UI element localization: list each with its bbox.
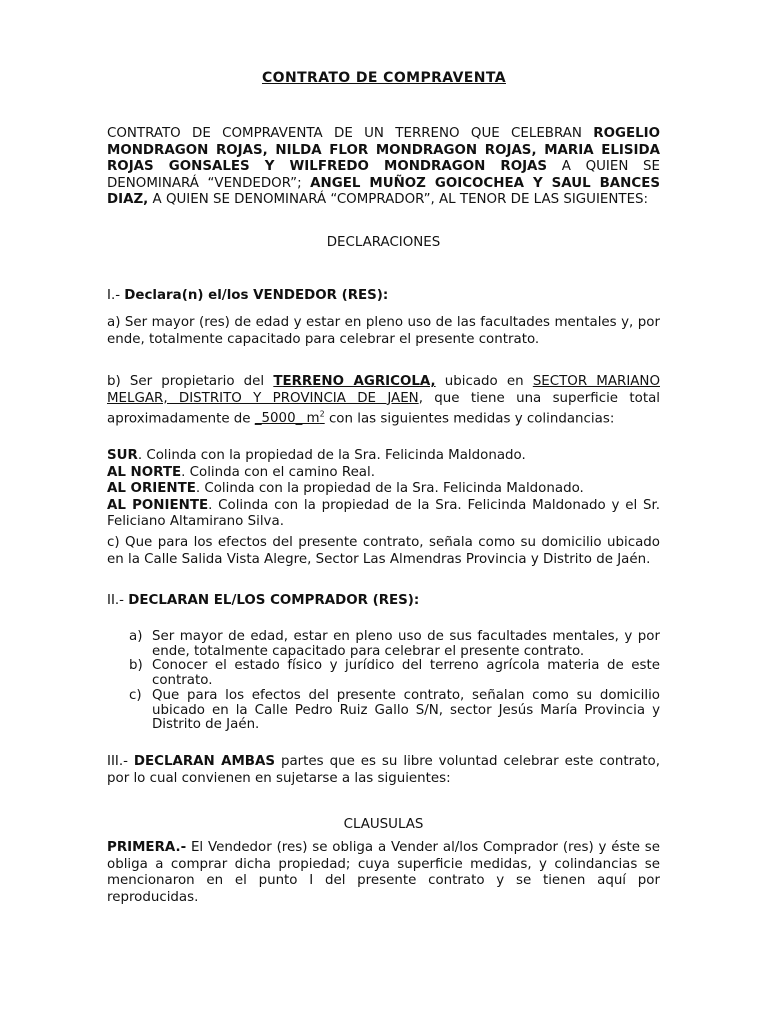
colindancia-norte: AL NORTE. Colinda con el camino Real. <box>107 464 375 480</box>
section-1-item-b: b) Ser propietario del TERRENO AGRICOLA, ubicado en SECTOR MARIANO MELGAR, DISTRITO Y PROVINCIA DE JAEN, que tiene una superficie total aproximadamente de _5000_ $m^2$ con las siguientes medidas y colindancias: <box>107 374 660 427</box>
section-2-heading: II.- DECLARAN EL/LOS COMPRADOR (RES): <box>107 593 420 608</box>
section-1-item-a: a) Ser mayor (res) de edad y estar en pleno uso de las facultades mentales y, por ende, totalmente capacitado para celebrar el presente contrato. <box>107 315 660 347</box>
declaraciones-heading: DECLARACIONES <box>326 235 441 250</box>
section-2-list <box>107 630 660 733</box>
list-item: c) Que para los efectos del presente contrato, señalan como su domicilio ubicado en la Calle Pedro Ruiz Gallo S/N, sector Jesús María Provincia y Distrito de Jaén. <box>129 687 660 733</box>
clausulas-heading: CLAUSULAS <box>343 817 424 832</box>
document-title: CONTRATO DE COMPRAVENTA <box>261 70 506 86</box>
clausula-primera: PRIMERA.- El Vendedor (res) se obliga a Vender al/los Comprador (res) y éste se obliga a comprar dicha propiedad; cuya superficie medidas, y colindancias se mencionaron en el punto I del presente contrato y se tienen aquí por reproducidas. <box>107 840 660 905</box>
colindancia-poniente: AL PONIENTE. Colinda con la propiedad de la Sra. Felicinda Maldonado y el Sr. Feliciano Altamirano Silva. <box>107 497 660 529</box>
colindancia-sur: SUR. Colinda con la propiedad de la Sra. Felicinda Maldonado. <box>107 448 526 463</box>
list-item: b) Conocer el estado físico y jurídico del terreno agrícola materia de este contrato. <box>129 658 660 689</box>
colindancia-oriente: AL ORIENTE. Colinda con la propiedad de la Sra. Felicinda Maldonado. <box>107 481 584 496</box>
list-item: a) Ser mayor de edad, estar en pleno uso de sus facultades mentales, y por ende, totalmente capacitado para celebrar el presente contrato. <box>129 629 660 659</box>
colindancias-list <box>107 448 660 531</box>
section-1-item-c: c) Que para los efectos del presente contrato, señala como su domicilio ubicado en la Calle Salida Vista Alegre, Sector Las Almendras Provincia y Distrito de Jaén. <box>107 535 660 567</box>
section-1-heading: I.- Declara(n) el/los VENDEDOR (RES): <box>107 288 389 303</box>
intro-paragraph: CONTRATO DE COMPRAVENTA DE UN TERRENO QUE CELEBRAN ROGELIO MONDRAGON ROJAS, NILDA FLOR MONDRAGON ROJAS, MARIA ELISIDA ROJAS GONSALES Y WILFREDO MONDRAGON ROJAS A QUIEN SE DENOMINARÁ “VENDEDOR”; ANGEL MUÑOZ GOICOCHEA Y SAUL BANCES DIAZ, A QUIEN SE DENOMINARÁ “COMPRADOR”, AL TENOR DE LAS SIGUIENTES: <box>107 126 660 207</box>
section-3-paragraph: III.- DECLARAN AMBAS partes que es su libre voluntad celebrar este contrato, por lo cual convienen en sujetarse a las siguientes: <box>107 754 660 786</box>
